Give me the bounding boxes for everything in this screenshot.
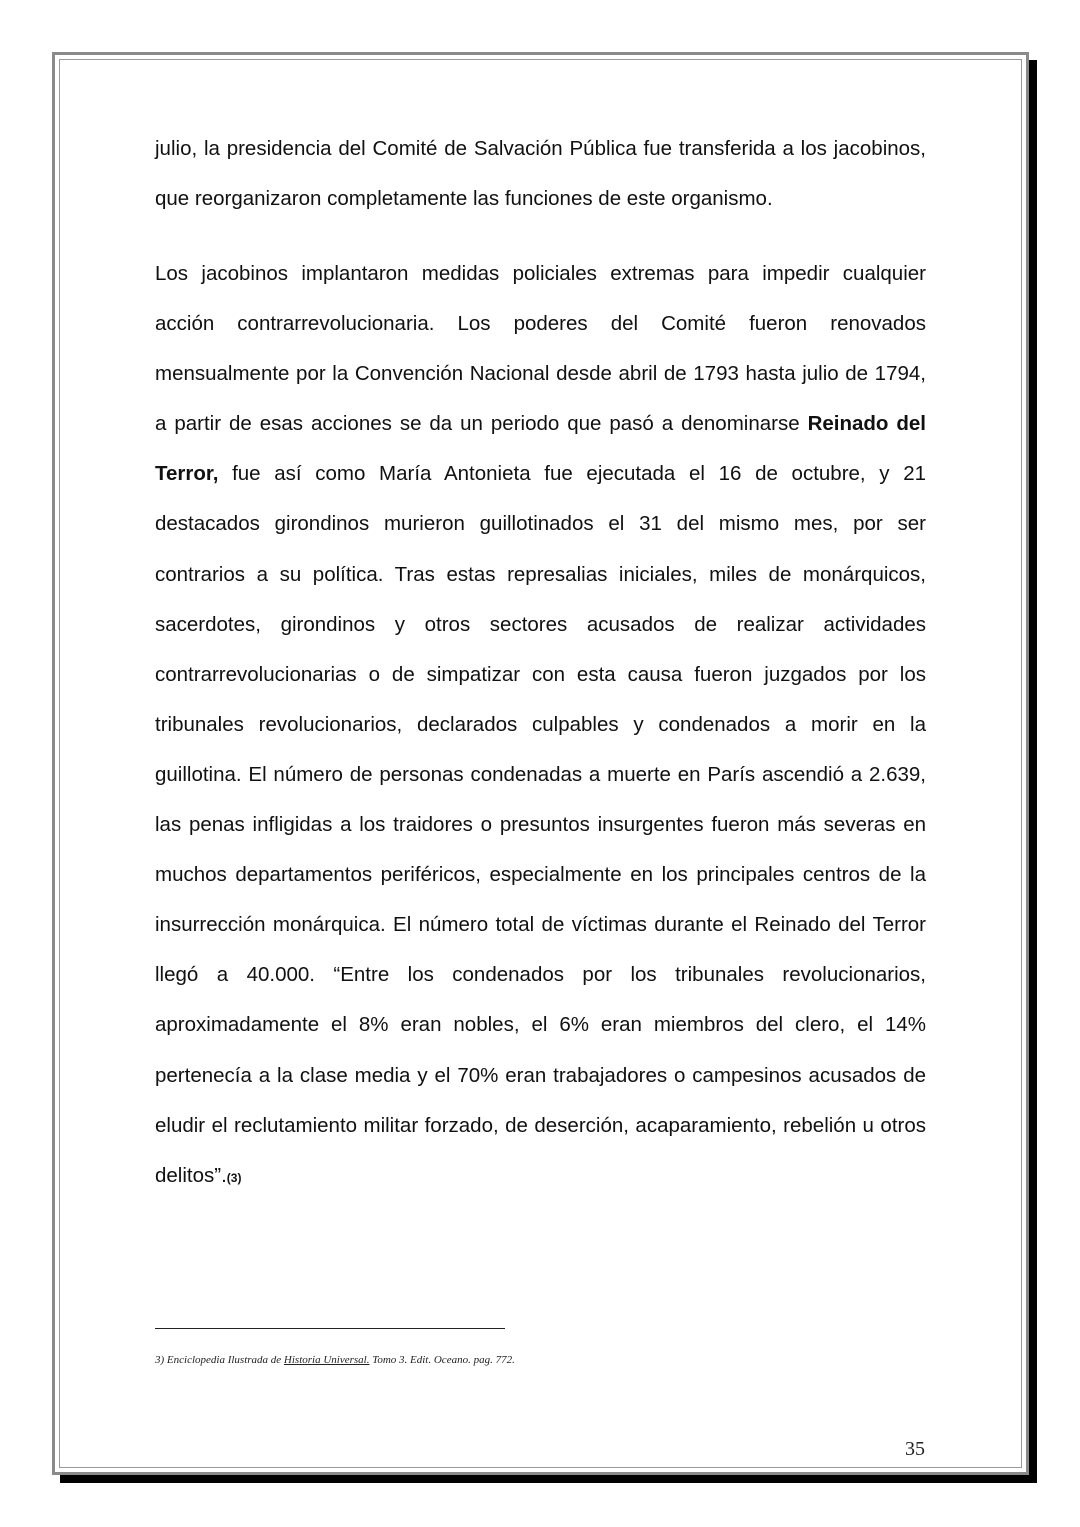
paragraph-2-text-start: Los jacobinos implantaron medidas policiales extremas para impedir cualquier acción contrarrevolucionaria. Los poderes del Comité fueron renovados mensualmente por la Convención Nacional desde abril de 1793 hasta julio de 1794, a partir de esas acciones se da un periodo que pasó a denominarse <box>155 262 926 436</box>
footnote <box>155 1354 515 1366</box>
footnote-suffix: Tomo 3. Edit. Oceano. pag. 772. <box>369 1354 515 1366</box>
footnote-prefix: 3) Enciclopedia Ilustrada de <box>155 1354 284 1366</box>
paragraph-1-text: julio, la presidencia del Comité de Salvación Pública fue transferida a los jacobinos, que reorganizaron completamente las funciones de este organismo. <box>155 137 926 210</box>
footnote-reference-mark: (3) <box>226 1170 242 1185</box>
body-paragraph-1 <box>155 124 926 224</box>
reinado-del-terror-bold: Reinado del Terror, <box>155 412 926 486</box>
footnote-separator <box>155 1328 505 1329</box>
page-number: 35 <box>905 1438 925 1460</box>
footnote-source-title: Historia Universal. <box>283 1354 370 1366</box>
paragraph-2-text-end: fue así como María Antonieta fue ejecutada el 16 de octubre, y 21 destacados girondinos murieron guillotinados el 31 del mismo mes, por ser contrarios a su política. Tras estas represalias iniciales, miles de monárquicos, sacerdotes, girondinos y otros sectores acusados de realizar actividades contrarrevolucionarias o de simpatizar con esta causa fueron juzgados por los tribunales revolucionarios, declarados culpables y condenados a morir en la guillotina. El número de personas condenadas a muerte en París ascendió a 2.639, las penas infligidas a los traidores o presuntos insurgentes fueron más severas en muchos departamentos periféricos, especialmente en los principales centros de la insurrección monárquica. El número total de víctimas durante el Reinado del Terror llegó a 40.000. “Entre los condenados por los tribunales revolucionarios, aproximadamente el 8% eran nobles, el 6% eran miembros del clero, el 14% pertenecía a la clase media y el 70% eran trabajadores o campesinos acusados de eludir el reclutamiento militar forzado, de deserción, acaparamiento, rebelión u otros delitos”. <box>155 462 926 1187</box>
body-paragraph-2 <box>155 249 926 1203</box>
